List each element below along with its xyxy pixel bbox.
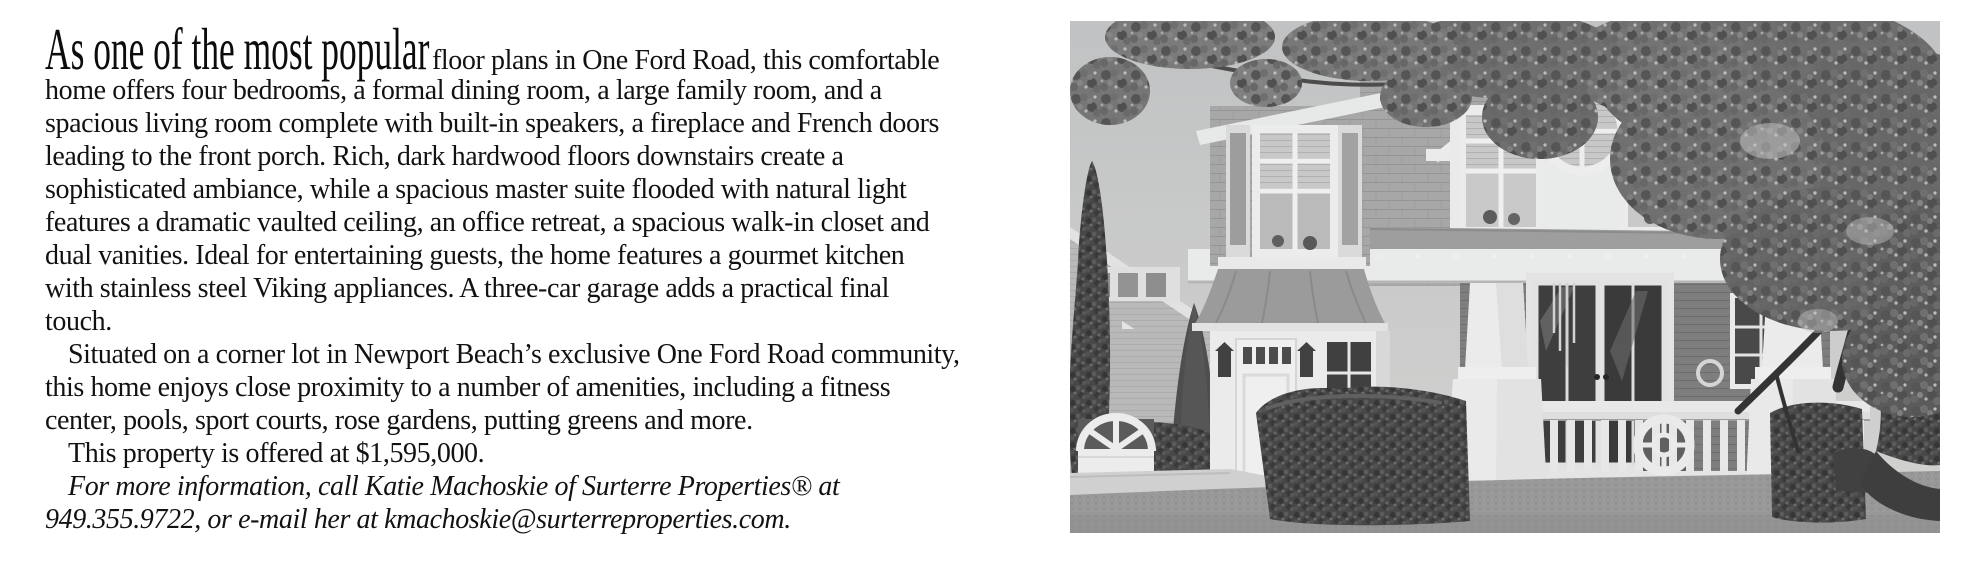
- article-line: Situated on a corner lot in Newport Beach’s exclusive One Ford Road community,: [68, 339, 960, 370]
- article-line: center, pools, sport courts, rose gardens, putting greens and more.: [45, 405, 753, 436]
- price-line: This property is offered at $1,595,000.: [68, 438, 485, 469]
- article-line: home offers four bedrooms, a formal dining room, a large family room, and a: [45, 75, 882, 106]
- article-body: [45, 74, 960, 536]
- article-line: with stainless steel Viking appliances. A three-car garage adds a practical final: [45, 273, 889, 304]
- article-line: spacious living room complete with built-in speakers, a fireplace and French doors: [45, 108, 940, 139]
- article-line: features a dramatic vaulted ceiling, an office retreat, a spacious walk-in closet and: [45, 207, 930, 238]
- article-line: leading to the front porch. Rich, dark hardwood floors downstairs create a: [45, 141, 844, 172]
- photo-tone-overlay: [1070, 21, 1940, 533]
- article-line: touch.: [45, 306, 112, 337]
- article-line: this home enjoys close proximity to a number of amenities, including a fitness: [45, 372, 891, 403]
- property-photo-frame: [1070, 21, 1940, 533]
- lead-in-phrase: [45, 16, 432, 82]
- contact-line-1: For more information, call Katie Machoskie of Surterre Properties® at: [68, 471, 840, 502]
- intro-line-rest: floor plans in One Ford Road, this comfortable: [432, 45, 940, 76]
- property-photo: [1070, 21, 1940, 533]
- article-line: dual vanities. Ideal for entertaining guests, the home features a gourmet kitchen: [45, 240, 905, 271]
- lead-in-text: As one of the most popular: [45, 16, 430, 82]
- article-line: sophisticated ambiance, while a spacious master suite flooded with natural light: [45, 174, 907, 205]
- contact-line-2: 949.355.9722, or e-mail her at kmachoskie@surterreproperties.com.: [45, 504, 791, 535]
- intro-line: [45, 16, 940, 82]
